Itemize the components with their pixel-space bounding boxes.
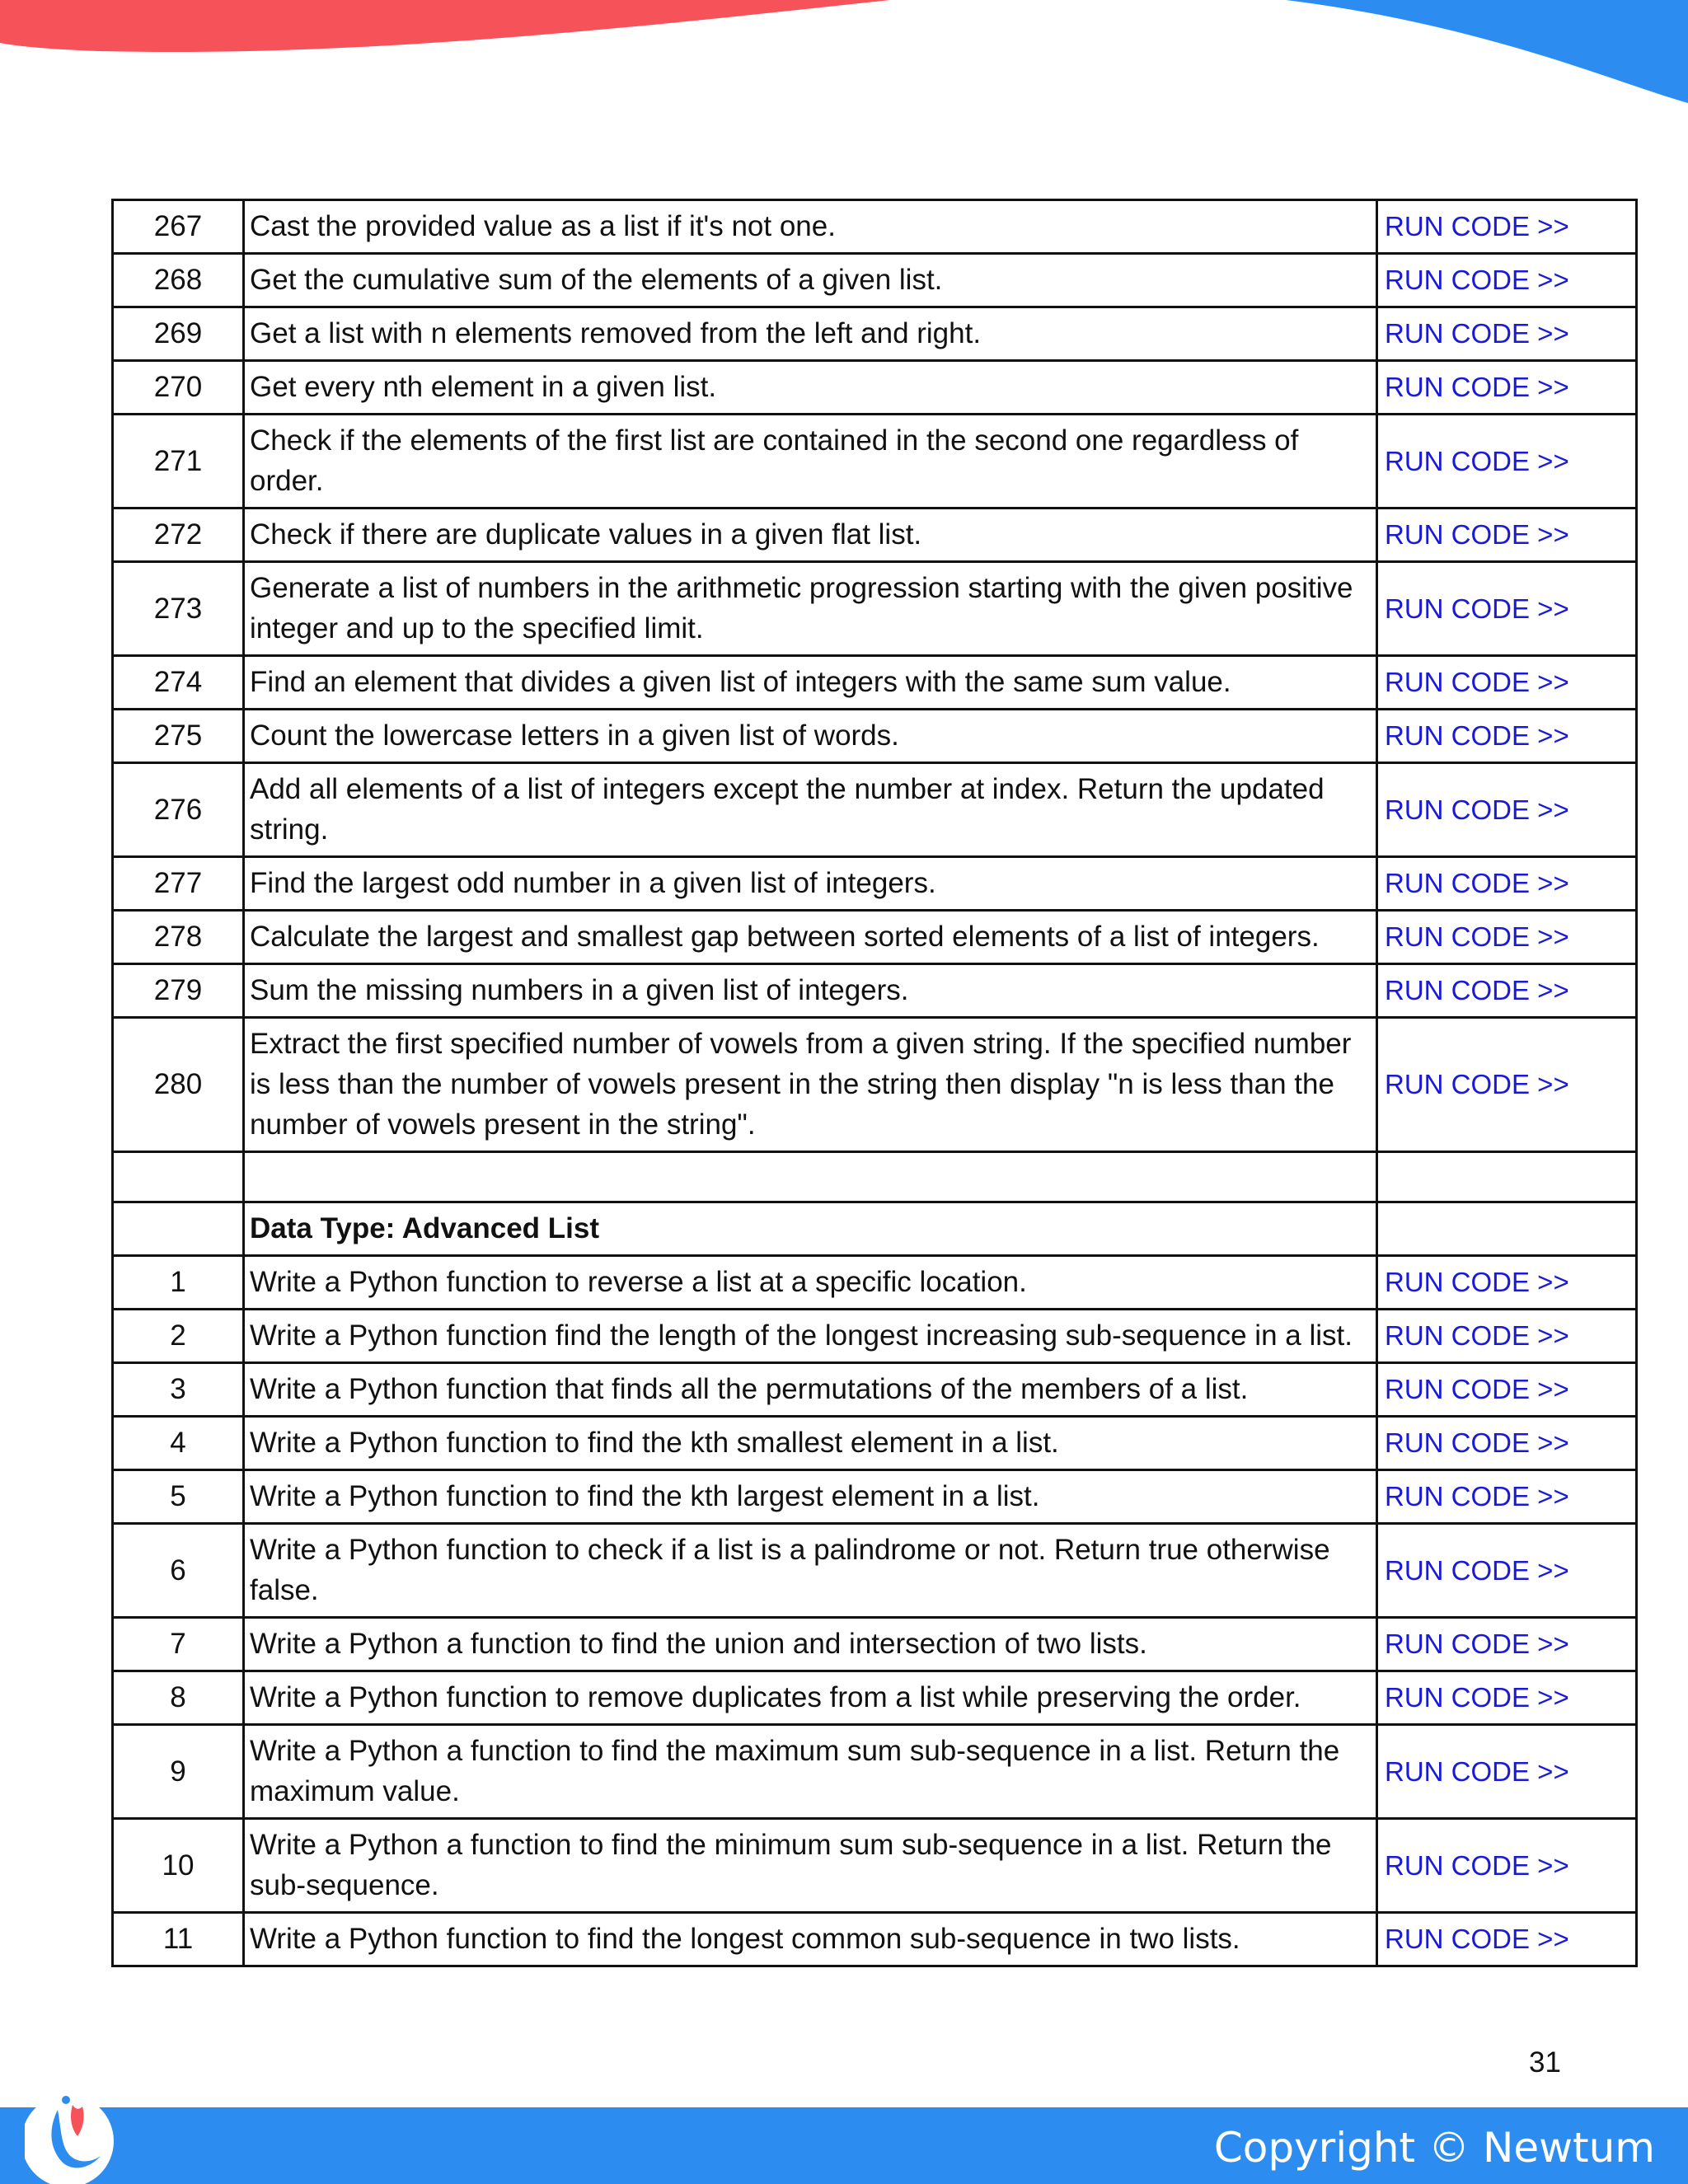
row-description: Write a Python function to find the kth largest element in a list. [244,1470,1377,1524]
row-number: 280 [113,1018,244,1152]
table-row [113,254,1637,307]
row-number: 1 [113,1256,244,1310]
table-row [113,1524,1637,1618]
run-code-link[interactable]: RUN CODE >> [1385,445,1569,476]
table-row [113,361,1637,415]
row-number: 273 [113,562,244,656]
row-description: Find the largest odd number in a given list of integers. [244,857,1377,911]
table-row [113,1018,1637,1152]
run-code-link[interactable]: RUN CODE >> [1385,593,1569,624]
row-description: Sum the missing numbers in a given list of integers. [244,964,1377,1018]
table-row [113,307,1637,361]
row-description: Calculate the largest and smallest gap between sorted elements of a list of integers. [244,911,1377,964]
row-number: 279 [113,964,244,1018]
row-number: 276 [113,763,244,857]
row-number: 11 [113,1913,244,1966]
row-number: 7 [113,1618,244,1671]
run-code-link[interactable]: RUN CODE >> [1385,794,1569,825]
program-list-table [111,199,1638,1967]
run-code-link[interactable]: RUN CODE >> [1385,318,1569,349]
table-row [113,656,1637,710]
run-code-link[interactable]: RUN CODE >> [1385,667,1569,697]
run-code-link[interactable]: RUN CODE >> [1385,1849,1569,1881]
row-description: Write a Python a function to find the maximum sum sub-sequence in a list. Return the maximum value. [244,1725,1377,1819]
row-number: 270 [113,361,244,415]
row-number: 10 [113,1819,244,1913]
table-row [113,964,1637,1018]
row-number: 8 [113,1671,244,1725]
table-row [113,1310,1637,1363]
row-number: 269 [113,307,244,361]
row-description: Write a Python function to check if a list is a palindrome or not. Return true otherwise false. [244,1524,1377,1618]
row-number: 3 [113,1363,244,1417]
row-number: 277 [113,857,244,911]
section-header-row [113,1202,1637,1256]
table-row [113,710,1637,763]
row-number: 268 [113,254,244,307]
row-description: Write a Python function to remove duplicates from a list while preserving the order. [244,1671,1377,1725]
run-code-link[interactable]: RUN CODE >> [1385,868,1569,898]
row-description: Extract the first specified number of vowels from a given string. If the specified number is less than the number of vowels present in the string then display "n is less than the number of vowels present in the string". [244,1018,1377,1152]
table-row [113,1819,1637,1913]
table-row [113,1256,1637,1310]
row-description: Write a Python a function to find the minimum sum sub-sequence in a list. Return the sub-sequence. [244,1819,1377,1913]
table-row [113,1618,1637,1671]
blank-row [113,1152,1637,1202]
row-number: 275 [113,710,244,763]
table-row [113,763,1637,857]
table-row [113,415,1637,509]
table-row [113,1671,1637,1725]
table-row [113,1363,1637,1417]
row-description: Check if the elements of the first list are contained in the second one regardless of order. [244,415,1377,509]
run-code-link[interactable]: RUN CODE >> [1385,1267,1569,1297]
row-number: 5 [113,1470,244,1524]
run-code-link[interactable]: RUN CODE >> [1385,1427,1569,1458]
run-code-link[interactable]: RUN CODE >> [1385,1481,1569,1511]
row-description: Write a Python a function to find the union and intersection of two lists. [244,1618,1377,1671]
row-description: Count the lowercase letters in a given list of words. [244,710,1377,763]
table-row [113,857,1637,911]
table-row [113,200,1637,254]
row-description: Get the cumulative sum of the elements of a given list. [244,254,1377,307]
run-code-link[interactable]: RUN CODE >> [1385,1374,1569,1404]
newtum-logo-icon [25,2077,132,2184]
header-wave-decoration [0,0,1688,107]
row-number: 278 [113,911,244,964]
row-description: Write a Python function to find the kth smallest element in a list. [244,1417,1377,1470]
row-description: Get every nth element in a given list. [244,361,1377,415]
table-row [113,911,1637,964]
table-row [113,509,1637,562]
row-description: Write a Python function that finds all the permutations of the members of a list. [244,1363,1377,1417]
table-row [113,1913,1637,1966]
table-row [113,562,1637,656]
row-number: 6 [113,1524,244,1618]
run-code-link[interactable]: RUN CODE >> [1385,519,1569,550]
run-code-link[interactable]: RUN CODE >> [1385,975,1569,1005]
row-description: Generate a list of numbers in the arithmetic progression starting with the given positive integer and up to the specified limit. [244,562,1377,656]
row-description: Write a Python function to find the longest common sub-sequence in two lists. [244,1913,1377,1966]
row-number: 9 [113,1725,244,1819]
section-title: Data Type: Advanced List [244,1202,1377,1256]
row-number: 4 [113,1417,244,1470]
row-number: 272 [113,509,244,562]
row-description: Write a Python function to reverse a list at a specific location. [244,1256,1377,1310]
copyright-text: Copyright © Newtum [1213,2124,1655,2172]
run-code-link[interactable]: RUN CODE >> [1385,1755,1569,1787]
row-description: Check if there are duplicate values in a given flat list. [244,509,1377,562]
table-row [113,1417,1637,1470]
row-number: 267 [113,200,244,254]
run-code-link[interactable]: RUN CODE >> [1385,921,1569,952]
run-code-link[interactable]: RUN CODE >> [1385,720,1569,751]
run-code-link[interactable]: RUN CODE >> [1385,1682,1569,1713]
row-description: Cast the provided value as a list if it's not one. [244,200,1377,254]
row-number: 274 [113,656,244,710]
page-number: 31 [1529,2046,1561,2079]
run-code-link[interactable]: RUN CODE >> [1385,372,1569,402]
row-description: Get a list with n elements removed from the left and right. [244,307,1377,361]
run-code-link[interactable]: RUN CODE >> [1385,1629,1569,1659]
run-code-link[interactable]: RUN CODE >> [1385,265,1569,295]
run-code-link[interactable]: RUN CODE >> [1385,1924,1569,1954]
table-row [113,1725,1637,1819]
table-row [113,1470,1637,1524]
row-number: 271 [113,415,244,509]
row-description: Write a Python function find the length of the longest increasing sub-sequence in a list. [244,1310,1377,1363]
row-description: Find an element that divides a given list of integers with the same sum value. [244,656,1377,710]
run-code-link[interactable]: RUN CODE >> [1385,1320,1569,1351]
run-code-link[interactable]: RUN CODE >> [1385,1069,1569,1099]
row-description: Add all elements of a list of integers except the number at index. Return the updated string. [244,763,1377,857]
run-code-link[interactable]: RUN CODE >> [1385,1554,1569,1586]
row-number: 2 [113,1310,244,1363]
run-code-link[interactable]: RUN CODE >> [1385,211,1569,241]
